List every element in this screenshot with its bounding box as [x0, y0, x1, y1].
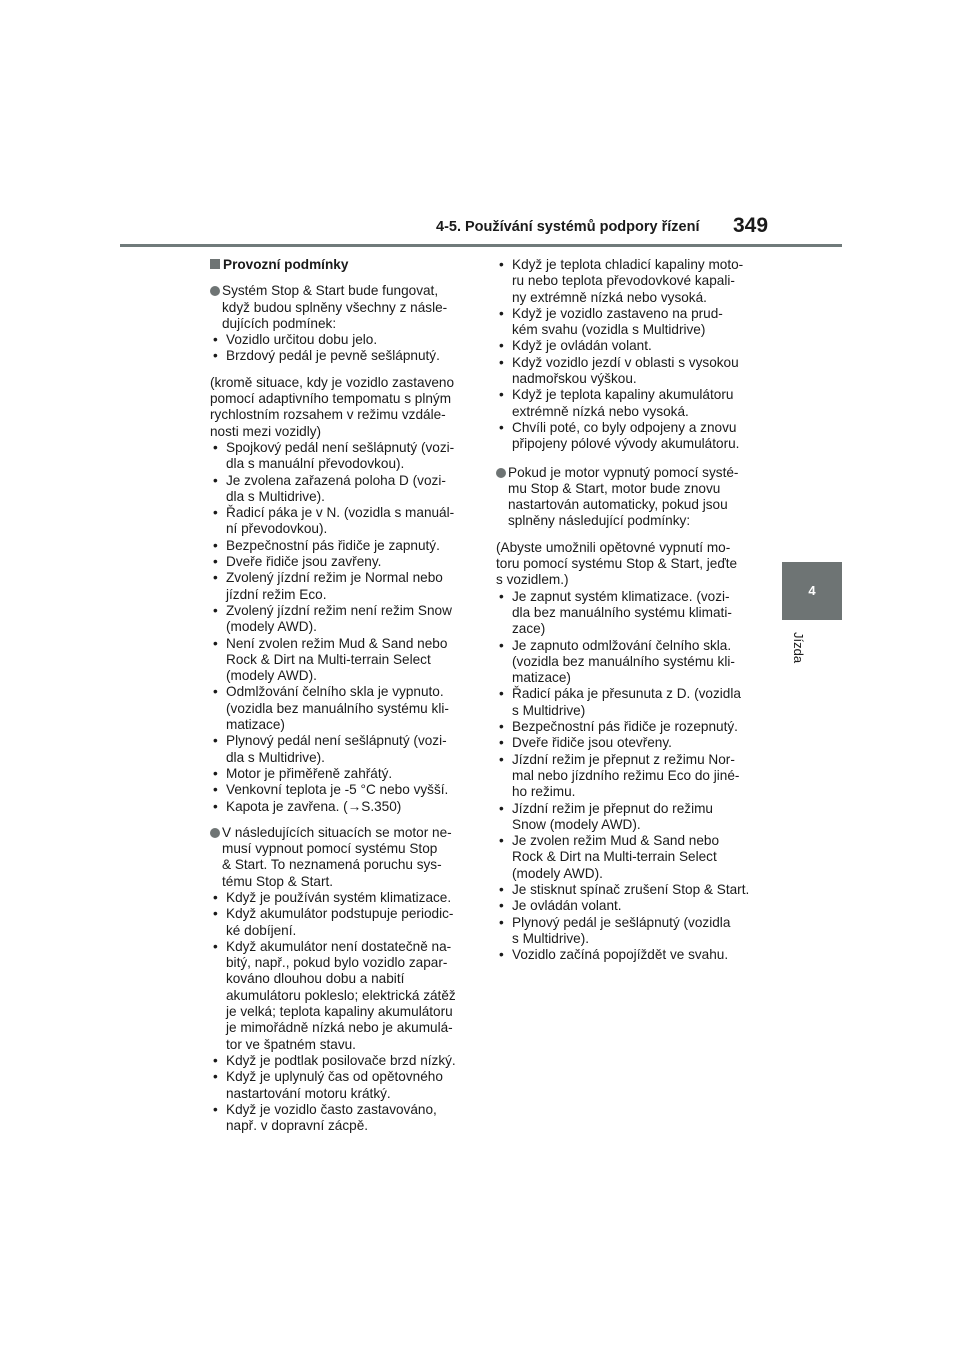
text-line: nastartován automaticky, pokud jsou: [508, 497, 728, 513]
text-line: dujících podmínek:: [222, 315, 337, 331]
list-item-line: s Multidrive).: [512, 930, 590, 946]
square-bullet-icon: [210, 259, 220, 269]
list-item-line: • Motor je přiměřeně zahřátý.: [226, 765, 393, 781]
list-item: [496, 719, 758, 735]
list-item-line: nadmořskou výškou.: [512, 371, 637, 387]
list-item: [210, 684, 472, 733]
list-item: [496, 915, 758, 948]
list-item: [210, 332, 472, 348]
list-item: [210, 766, 472, 782]
circle-bullet-icon: [210, 286, 220, 296]
list-item: [496, 947, 758, 963]
list-item-line: s Multidrive): [512, 702, 586, 718]
list-item-line: • Řadicí páka je v N. (vozidla s manuál-: [226, 505, 455, 521]
text-line: s vozidlem.): [496, 572, 569, 588]
page-reference-link[interactable]: S.350): [361, 798, 402, 814]
list-item-line: • Jízdní režim je přepnut z režimu Nor-: [512, 751, 735, 767]
list-item: [496, 882, 758, 898]
list-item: [210, 906, 472, 939]
list-item-line: ké dobíjení.: [226, 922, 297, 938]
list-item-line: • Když je teplota kapaliny akumulátoru: [512, 387, 734, 403]
list-item: [210, 440, 472, 473]
list-item: [496, 589, 758, 638]
list-item-line: • Odmlžování čelního skla je vypnuto.: [226, 684, 444, 700]
list-item: [210, 1053, 472, 1069]
list-item-line: • Plynový pedál není sešlápnutý (vozi-: [226, 733, 447, 749]
list-item-line: • Venkovní teplota je -5 °C nebo vyšší.: [226, 782, 449, 798]
page-number: 349: [733, 214, 769, 237]
list-item: [496, 833, 758, 882]
list-item-line: Snow (modely AWD).: [512, 816, 641, 832]
list-item-line: (vozidla bez manuálního systému kli-: [512, 653, 735, 669]
list-item: [496, 686, 758, 719]
chapter-label-text: Jízda: [791, 632, 806, 664]
list-item: [210, 1102, 472, 1135]
list-item-line: (modely AWD).: [512, 865, 603, 881]
list-item-line: (modely AWD).: [226, 668, 317, 684]
list-item-line: kém svahu (vozidla s Multidrive): [512, 322, 706, 338]
list-item-line: • Zvolený jízdní režim není režim Snow: [226, 602, 452, 618]
list-item: [496, 387, 758, 420]
condition-paragraph: [496, 465, 758, 530]
list-item-line: akumulátoru pokleslo; elektrická zátěž: [226, 987, 456, 1003]
list-item-line: ní převodovkou).: [226, 521, 328, 537]
list-item: [210, 505, 472, 538]
section-title-text: Provozní podmínky: [223, 257, 349, 272]
list-item-line: • Když je uplynulý čas od opětovného: [226, 1069, 443, 1085]
list-item: [496, 735, 758, 751]
list-item: [210, 636, 472, 685]
list-item-line: (modely AWD).: [226, 619, 317, 635]
chapter-tab: 4: [782, 562, 842, 620]
text-line: nosti mezi vozidly): [210, 423, 322, 439]
list-item-line: • Bezpečnostní pás řidiče je rozepnutý.: [512, 719, 738, 735]
text-line: (Abyste umožnili opětovné vypnutí mo-: [496, 539, 731, 555]
right-column: [496, 257, 758, 963]
header-rule: [120, 244, 842, 247]
list-item-line: • Když je teplota chladicí kapaliny moto-: [512, 257, 744, 272]
list-item-line: • Je zapnut systém klimatizace. (vozi-: [512, 588, 730, 604]
list-item-line: • Když je vozidlo zastaveno na prud-: [512, 305, 723, 321]
list-item-line: ho režimu.: [512, 784, 576, 800]
note-paragraph: [210, 375, 472, 440]
bullet-list: [210, 440, 472, 799]
circle-bullet-icon: [210, 828, 220, 838]
list-item-line: • Dveře řidiče jsou otevřeny.: [512, 735, 672, 751]
list-item-line: dla s Multidrive).: [226, 488, 325, 504]
list-item-line: (vozidla bez manuálního systému kli-: [226, 700, 449, 716]
list-item-line: • Když je vozidlo často zastavováno,: [226, 1101, 437, 1117]
list-item-line: • Brzdový pedál je pevně sešlápnutý.: [226, 348, 440, 364]
list-item-line: • Když vozidlo jezdí v oblasti s vysokou: [512, 354, 739, 370]
text-line: tému Stop & Start.: [222, 873, 334, 889]
left-column: [210, 257, 472, 1134]
list-item: [496, 257, 758, 306]
lines: [222, 283, 472, 332]
list-item-line: • Když je používán systém klimatizace.: [226, 889, 452, 905]
text-line: (kromě situace, kdy je vozidlo zastaveno: [210, 374, 455, 390]
list-item-line: • Spojkový pedál není sešlápnutý (vozi-: [226, 439, 455, 455]
list-item-line: jízdní režim Eco.: [226, 586, 327, 602]
list-item-line: nastartování motoru krátký.: [226, 1085, 391, 1101]
list-item: [210, 799, 472, 815]
list-item-line: • Řadicí páka je přesunuta z D. (vozidla: [512, 686, 741, 702]
list-item-line: • Dveře řidiče jsou zavřeny.: [226, 554, 382, 570]
list-item: [496, 801, 758, 834]
lines: [508, 465, 758, 530]
list-item-line: • Když akumulátor podstupuje periodic-: [226, 906, 454, 922]
text-line: pomocí adaptivního tempomatu s plným: [210, 391, 452, 407]
text-line: toru pomocí systému Stop & Start, jeďte: [496, 556, 738, 572]
list-item: [210, 473, 472, 506]
list-item: [210, 939, 472, 1053]
list-item-line: dla bez manuálního systému klimati-: [512, 604, 732, 620]
list-item: [210, 1069, 472, 1102]
list-item-line: Rock & Dirt na Multi-terrain Select: [512, 849, 717, 865]
list-item: [210, 570, 472, 603]
list-item-line: • Když je podtlak posilovače brzd nízký.: [226, 1052, 456, 1068]
bullet-list: [496, 589, 758, 964]
text-line: & Start. To neznamená poruchu sys-: [222, 857, 442, 873]
list-item-line: • Když je ovládán volant.: [512, 338, 652, 354]
list-item-line: • Jízdní režim je přepnut do režimu: [512, 800, 713, 816]
list-item-line: připojeny pólové vývody akumulátoru.: [512, 436, 740, 452]
list-item-line: • Není zvolen režim Mud & Sand nebo: [226, 635, 448, 651]
list-item-line: ny extrémně nízká nebo vysoká.: [512, 289, 707, 305]
list-item-line: • Bezpečnostní pás řidiče je zapnutý.: [226, 537, 440, 553]
list-item-line: extrémně nízká nebo vysoká.: [512, 403, 689, 419]
list-item-line: zace): [512, 621, 546, 637]
list-item-line: matizace): [226, 717, 285, 733]
list-item: [210, 782, 472, 798]
list-item: [496, 638, 758, 687]
list-item-line: • Je zvolena zařazená poloha D (vozi-: [226, 472, 446, 488]
list-item-line: např. v dopravní zácpě.: [226, 1118, 369, 1134]
list-item: [210, 538, 472, 554]
list-item-text: Kapota je zavřena. (: [226, 798, 348, 814]
list-item-line: tor ve špatném stavu.: [226, 1036, 356, 1052]
list-item-line: bitý, např., pokud bylo vozidlo zapar-: [226, 955, 448, 971]
list-item-line: • Je stisknut spínač zrušení Stop & Start.: [512, 881, 750, 897]
text-line: V následujících situacích se motor ne-: [222, 824, 452, 840]
list-item: [496, 338, 758, 354]
list-item-line: • Vozidlo začíná popojíždět ve svahu.: [512, 947, 729, 963]
text-line: mu Stop & Start, motor bude znovu: [508, 480, 721, 496]
list-item-line: je velká; teplota kapaliny akumulátoru: [226, 1004, 453, 1020]
list-item: [496, 898, 758, 914]
note-paragraph: [496, 540, 758, 589]
list-item: [496, 306, 758, 339]
list-item: [210, 890, 472, 906]
list-item-line: • Když akumulátor není dostatečně na-: [226, 938, 452, 954]
circle-bullet-icon: [496, 468, 506, 478]
chapter-side-label: [790, 632, 834, 672]
section-header: 4-5. Používání systémů podpory řízení: [436, 219, 700, 235]
list-item-line: mal nebo jízdního režimu Eco do jiné-: [512, 767, 740, 783]
text-line: Systém Stop & Start bude fungovat,: [222, 283, 439, 299]
list-item-line: je mimořádně nízká nebo je akumulá-: [226, 1020, 453, 1036]
condition-paragraph: [210, 283, 472, 332]
bullet-list: [210, 890, 472, 1134]
list-item-line: matizace): [512, 670, 571, 686]
list-item: [496, 355, 758, 388]
text-line: Pokud je motor vypnutý pomocí systé-: [508, 464, 739, 480]
text-line: když budou splněny všechny z násle-: [222, 299, 448, 315]
list-item-line: • Je ovládán volant.: [512, 898, 622, 914]
section-title: [210, 257, 472, 273]
list-item: [496, 420, 758, 453]
list-item: [210, 348, 472, 364]
bullet-list-tail: [210, 799, 472, 815]
text-line: rychlostním rozsahem v režimu vzdále-: [210, 407, 446, 423]
list-item-line: Rock & Dirt na Multi-terrain Select: [226, 651, 431, 667]
list-item-line: • Plynový pedál je sešlápnutý (vozidla: [512, 914, 731, 930]
bullet-list: [210, 332, 472, 365]
list-item: [210, 733, 472, 766]
list-item-line: • Je zapnuto odmlžování čelního skla.: [512, 637, 732, 653]
list-item-line: kováno dlouhou dobu a nabití: [226, 971, 405, 987]
text-line: musí vypnout pomocí systému Stop: [222, 841, 438, 857]
list-item-line: ru nebo teplota převodovkové kapali-: [512, 273, 735, 289]
list-item-line: dla s Multidrive).: [226, 749, 325, 765]
arrow-icon: →: [347, 798, 362, 814]
lines: [222, 825, 472, 890]
list-item-line: • Vozidlo určitou dobu jelo.: [226, 332, 378, 348]
list-item-line: dla s manuální převodovkou).: [226, 456, 405, 472]
text-line: splněny následující podmínky:: [508, 513, 691, 529]
list-item: [210, 554, 472, 570]
condition-paragraph: [210, 825, 472, 890]
list-item-line: • Zvolený jízdní režim je Normal nebo: [226, 570, 443, 586]
list-item: [496, 752, 758, 801]
bullet-list: [496, 257, 758, 453]
list-item: [210, 603, 472, 636]
list-item-line: • Je zvolen režim Mud & Sand nebo: [512, 833, 720, 849]
list-item-line: • Chvíli poté, co byly odpojeny a znovu: [512, 419, 737, 435]
